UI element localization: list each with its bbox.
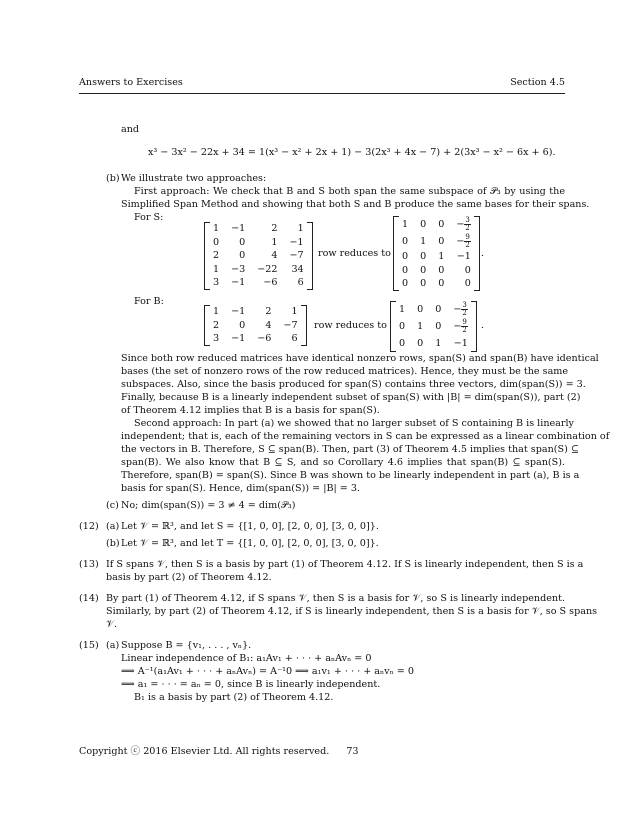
first-approach-line-2: Simplified Span Method and showing that both S and B produce the same bases for their spans. — [121, 199, 590, 210]
rref-s-cell: −1 — [456, 251, 471, 262]
matrix-s-cell: −1 — [231, 223, 246, 234]
copyright-text: Copyright ⓒ 2016 Elsevier Ltd. All rights reserved. — [79, 746, 330, 757]
part-c-text: No; dim(span(S)) = 3 ≠ 4 = dim(𝒫₃) — [121, 500, 296, 511]
ex15-line: B₁ is a basis by part (2) of Theorem 4.12. — [134, 692, 334, 703]
para2-line: independent; that is, each of the remaining vectors in S can be expressed as a linear combination of — [121, 431, 610, 442]
denominator: 2 — [462, 309, 467, 317]
fraction-3-2 — [461, 302, 467, 317]
rref-b-cell: 0 — [417, 337, 424, 349]
rref-s-cell: 0 — [420, 218, 427, 230]
denominator: 2 — [465, 224, 470, 232]
matrix-b-cell: 1 — [291, 306, 298, 317]
rref-s-cell: 0 — [402, 264, 409, 276]
para2-line: span(B). We also know that B ⊆ S, and so Corollary 4.6 implies that span(B) ⊆ span(S). — [121, 457, 565, 468]
matrix-s-cell: −1 — [289, 236, 304, 248]
rref-b-cell: 0 — [399, 337, 406, 349]
rref-b-frac-cell — [441, 318, 471, 335]
ex15-line: Suppose B = {v₁, . . . , vₙ}. — [121, 640, 252, 651]
matrix-b-cell: −1 — [231, 333, 246, 345]
matrix-b-cell: 1 — [213, 306, 220, 317]
part-c-label: (c) — [106, 500, 119, 511]
footer-copyright — [79, 745, 359, 759]
rref-s-cell: 0 — [420, 251, 427, 262]
ex15-line: ⟹ A⁻¹(a₁Av₁ + · · · + aₙAvₙ) = A⁻¹0 ⟹ a₁v₁ + · · · + aₙvₙ = 0 — [121, 666, 414, 677]
ex12-b-text: Let 𝒱 = ℝ³, and let T = {[1, 0, 0], [2, 0, 0], [3, 0, 0]}. — [121, 538, 379, 549]
ex13-line: If S spans 𝒱, then S is a basis by part (1) of Theorem 4.12. If S is linearly independent, then S is a — [106, 559, 584, 570]
ex12-a-label: (a) — [106, 521, 120, 532]
rref-s-cell: 0 — [402, 235, 409, 247]
para2-line: Second approach: In part (a) we showed that no larger subset of S containing B is linearly — [134, 418, 574, 429]
denominator: 2 — [465, 241, 470, 249]
for-b-label: For B: — [134, 296, 164, 307]
rref-b-cell: −1 — [453, 337, 468, 349]
numerator: 3 — [465, 216, 470, 224]
rref-s-cell: 1 — [402, 218, 409, 230]
matrix-s-cell: 0 — [239, 236, 246, 248]
matrix-b-cell: −7 — [283, 319, 298, 331]
exercise-15-number: (15) — [79, 640, 99, 651]
for-s-label: For S: — [134, 212, 164, 223]
matrix-s-cell: 4 — [271, 250, 278, 262]
matrix-b-cell: −6 — [257, 333, 272, 345]
minus-sign: − — [453, 321, 462, 332]
para1-line: bases (the set of nonzero rows of the row reduced matrices). Hence, they must be the same — [121, 366, 569, 377]
running-header-right: Section 4.5 — [510, 77, 565, 88]
running-header-left: Answers to Exercises — [79, 77, 183, 88]
ex14-line: 𝒱. — [106, 619, 118, 630]
matrix-s-cell: 0 — [213, 236, 220, 248]
row-reduces-label-b: row reduces to — [314, 320, 387, 331]
matrix-s-cell: 1 — [271, 236, 278, 248]
page-number: 73 — [346, 746, 359, 757]
matrix-b-cell: 3 — [213, 333, 220, 345]
rref-s-frac-cell — [444, 216, 474, 233]
denominator: 2 — [462, 326, 467, 334]
rref-s-cell: 0 — [438, 278, 445, 290]
para2-line: the vectors in B. Therefore, S ⊆ span(B). Then, part (3) of Theorem 4.5 implies that span(S) ⊆ — [121, 444, 579, 455]
fraction-3-2 — [464, 217, 470, 232]
ex12-b-label: (b) — [106, 538, 120, 549]
rref-b-cell: 1 — [435, 337, 442, 349]
rref-b-cell: 0 — [435, 320, 442, 332]
ex15-line: Linear independence of B₁: a₁Av₁ + · · · + aₙAvₙ = 0 — [121, 653, 372, 664]
matrix-s-cell: 1 — [297, 223, 304, 234]
rref-s-cell: 0 — [438, 235, 445, 247]
exercise-14-number: (14) — [79, 593, 99, 604]
rref-s-cell: 1 — [420, 235, 427, 247]
fraction-9-2 — [461, 319, 467, 334]
rref-s-cell: 0 — [438, 264, 445, 276]
matrix-s-cell: 1 — [213, 263, 220, 275]
exercise-12-number: (12) — [79, 521, 99, 532]
rref-b-cell: 1 — [417, 320, 424, 332]
period: . — [481, 248, 485, 259]
rref-b-cell: 0 — [399, 320, 406, 332]
para1-line: of Theorem 4.12 implies that B is a basis for span(S). — [121, 405, 380, 416]
rref-s-cell: 1 — [438, 251, 445, 262]
minus-sign: − — [456, 236, 465, 247]
rref-b-cell: 1 — [399, 303, 406, 315]
part-b-label: (b) — [106, 173, 120, 184]
matrix-s-cell: 2 — [271, 223, 278, 234]
ex15-a-label: (a) — [106, 640, 120, 651]
rref-s-cell: 0 — [438, 218, 445, 230]
matrix-b-cell: −1 — [231, 306, 246, 317]
matrix-b-cell: 0 — [239, 319, 246, 331]
matrix-s-cell: 0 — [239, 250, 246, 262]
rref-s-frac-cell — [444, 233, 474, 250]
rref-b-cell: 0 — [417, 303, 424, 315]
rref-s-cell: 0 — [402, 251, 409, 262]
matrix-s-cell: 6 — [297, 277, 304, 289]
exercise-13-number: (13) — [79, 559, 99, 570]
matrix-s-cell: −1 — [231, 277, 246, 289]
rref-s-cell: 0 — [464, 264, 471, 276]
ex14-line: Similarly, by part (2) of Theorem 4.12, if S is linearly independent, then S is a basis for 𝒱, so S spans — [106, 606, 598, 617]
fraction-9-2 — [464, 234, 470, 249]
matrix-s-cell: 34 — [291, 263, 304, 275]
matrix-s — [204, 222, 313, 290]
ex13-line: basis by part (2) of Theorem 4.12. — [106, 572, 272, 583]
matrix-s-cell: 3 — [213, 277, 220, 289]
rref-b-cell: 0 — [435, 303, 442, 315]
rref-s-cell: 0 — [402, 278, 409, 290]
numerator: 9 — [465, 233, 470, 241]
matrix-s-cell: 1 — [213, 223, 220, 234]
rref-matrix-b — [390, 301, 477, 352]
numerator: 3 — [462, 301, 467, 309]
matrix-s-cell: 2 — [213, 250, 220, 262]
matrix-s-cell: −22 — [257, 263, 278, 275]
matrix-b-cell: 2 — [213, 319, 220, 331]
rref-matrix-s — [393, 216, 480, 291]
matrix-s-cell: −7 — [289, 250, 304, 262]
period: . — [481, 320, 485, 331]
ex14-line: By part (1) of Theorem 4.12, if S spans 𝒱, then S is a basis for 𝒱, so S is linearly independent. — [106, 593, 565, 604]
matrix-s-cell: −3 — [231, 263, 246, 275]
ex12-a-text: Let 𝒱 = ℝ³, and let S = {[1, 0, 0], [2, 0, 0], [3, 0, 0]}. — [121, 521, 379, 532]
part-b-lead: We illustrate two approaches: — [121, 173, 267, 184]
minus-sign: − — [456, 219, 465, 230]
ex15-line: ⟹ a₁ = · · · = aₙ = 0, since B is linearly independent. — [121, 679, 381, 690]
polynomial-equation: x³ − 3x² − 22x + 34 = 1(x³ − x² + 2x + 1) − 3(2x³ + 4x − 7) + 2(3x³ − x² − 6x + 6). — [148, 147, 556, 158]
para2-line: Therefore, span(B) = span(S). Since B was shown to be linearly independent in part (a), B is a — [121, 470, 580, 481]
minus-sign: − — [453, 304, 462, 315]
row-reduces-label-s: row reduces to — [318, 248, 391, 259]
para2-line: basis for span(S). Hence, dim(span(S)) = |B| = 3. — [121, 483, 361, 494]
matrix-b-cell: 4 — [265, 319, 272, 331]
rref-s-cell: 0 — [420, 264, 427, 276]
para1-line: Since both row reduced matrices have identical nonzero rows, span(S) and span(B) have identical — [121, 353, 599, 364]
header-rule — [79, 93, 565, 94]
rref-s-cell: 0 — [420, 278, 427, 290]
para1-line: Finally, because B is a linearly independent subset of span(S) with |B| = dim(span(S)), part (2) — [121, 392, 581, 403]
numerator: 9 — [462, 318, 467, 326]
para1-line: subspaces. Also, since the basis produced for span(S) contains three vectors, dim(span(S)) = 3. — [121, 379, 586, 390]
and-text: and — [121, 124, 140, 135]
rref-b-frac-cell — [441, 301, 471, 318]
first-approach-line-1: First approach: We check that B and S both span the same subspace of 𝒫₃ by using the — [134, 186, 566, 197]
rref-s-cell: 0 — [464, 278, 471, 290]
matrix-b — [204, 305, 307, 346]
matrix-s-cell: −6 — [263, 277, 278, 289]
matrix-b-cell: 2 — [265, 306, 272, 317]
matrix-b-cell: 6 — [291, 333, 298, 345]
